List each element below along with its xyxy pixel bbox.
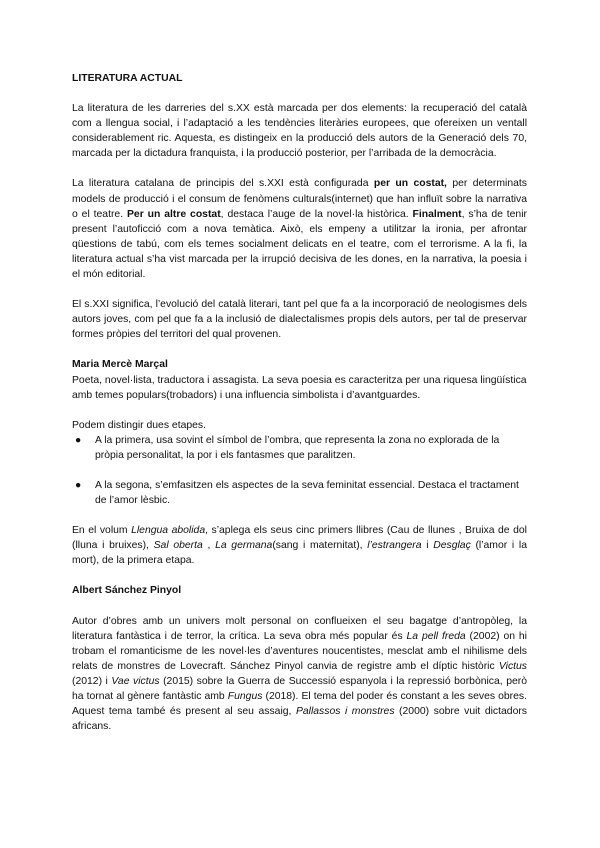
text-run: (2012) i (72, 675, 112, 687)
document-page (72, 66, 527, 734)
italic-title: Pallassos i monstres (295, 706, 395, 718)
list-item-text: A la segona, s’emfasitzen els aspectes de la seva feminitat essencial. Destaca el tractament de l’amor lèsbic. (95, 479, 519, 507)
text-run: , s’ha de tenir present l’autoficció com a nova temàtica. Això, els empeny a utilitzar la ironia, per afrontar qüestions de tabú, com els temes socialment delicats en el teatre, com el terrorisme. A la fi, la literatura actual s’ha vist marcada per la irrupció decisiva de les dones, en la narrativa, la poesia i el món editorial. (72, 208, 527, 281)
text-run: (2015) sobre la Guerra de Successió espanyola i la repressió borbònica, però ha tornat al gènere fantàstic amb (72, 675, 527, 702)
list-item (72, 433, 527, 463)
list-item-text: A la primera, usa sovint el símbol de l’ombra, que representa la zona no explorada de la pròpia personalitat, la por i els fantasmes que paralitzen. (95, 434, 500, 461)
paragraph-segle-xx: La literatura de les darreries del s.XX està marcada per dos elements: la recuperació del català com a llengua social, i l’adaptació a les tendències literàries europees, que ofereixen un ventall considerablement ric. Aquesta, es distingeix en la producció dels autors de la Generació dels 70, marcada per la dictadura franquista, i la producció posterior, per l’arribada de la democràcia. (72, 103, 527, 160)
text-run: (l’amor i la mort), de la primera etapa. (72, 540, 527, 567)
text-run: Autor d’obres amb un univers molt personal on conflueixen el seu bagatge d’antropòleg, la literatura fantàstica i de terror, la crítica. La seva obra més popular és (72, 615, 527, 642)
list-item (72, 478, 527, 508)
bullet-icon: ● (75, 434, 82, 446)
italic-title: Llengua abolida (131, 525, 206, 537)
text-run: En el volum (72, 525, 132, 537)
bold-run: per un costat, (373, 178, 447, 190)
italic-title: La pell freda (406, 630, 466, 642)
italic-title: Desglaç (433, 540, 471, 552)
italic-title: Sal oberta (153, 540, 203, 552)
paragraph-segle-xxi (72, 176, 527, 282)
stages-list (72, 433, 527, 508)
bold-run: Per un altre costat (127, 208, 221, 220)
text-run: (2000) sobre vuit dictadors africans. (72, 706, 527, 733)
italic-title: Victus (498, 660, 527, 672)
italic-title: Fungus (227, 691, 263, 702)
bold-run: Finalment (412, 208, 462, 220)
text-run: (sang i maternitat), (272, 540, 368, 552)
list-item-spacer (85, 463, 527, 478)
paragraph-catala-literari: El s.XXI significa, l’evolució del català literari, tant pel que fa a la incorporació de neologismes dels autors joves, com pel que fa a la inclusió de dialectalismes propis dels autors, per tal de preservar formes pròpies del territori del qual provenen. (72, 299, 527, 341)
paragraph-pinyol (72, 614, 527, 735)
text-run: (2018). El tema del poder és constant a les seves obres. Aquest tema també és present al seu assaig, (72, 691, 527, 718)
paragraph-marcal-intro: Poeta, novel·lista, traductora i assagista. La seva poesia es caracteritza per una riquesa lingüística amb temes populars(trobadors) i una influencia simbolista i d’avantguardes. (72, 374, 527, 401)
italic-title: La germana (215, 540, 273, 552)
text-run: per determinats models de producció i el consum de fenòmens culturals(internet) que han influït sobre la narrativa o el teatre. (72, 178, 527, 220)
text-run: i (421, 540, 434, 552)
text-run: (2002) on hi trobam el romanticisme de les novel·les d’aventures noucentistes, mesclat amb el nihilisme dels relats de monstres de Lovecraft. Sánchez Pinyol canvia de registre amb el díptic històric (72, 630, 527, 672)
heading-maria-merce-marcal: Maria Mercè Marçal (72, 359, 168, 371)
bullet-icon: ● (75, 479, 82, 491)
text-run: La literatura catalana de principis del s.XXI està configurada (72, 178, 374, 190)
page-title: LITERATURA ACTUAL (72, 73, 183, 84)
text-run: , destaca l’auge de la novel·la històrica. (220, 208, 413, 220)
heading-albert-sanchez-pinyol: Albert Sánchez Pinyol (72, 585, 182, 597)
paragraph-llengua-abolida (72, 523, 527, 568)
paragraph-etapes: Podem distingir dues etapes. (72, 419, 207, 431)
text-run: , s’aplega els seus cinc primers llibres (Cau de llunes , Bruixa de dol (lluna i bruixes), (72, 525, 527, 552)
italic-title: Vae victus (111, 675, 160, 687)
text-run: , (202, 540, 216, 552)
italic-title: l’estrangera (367, 540, 422, 552)
